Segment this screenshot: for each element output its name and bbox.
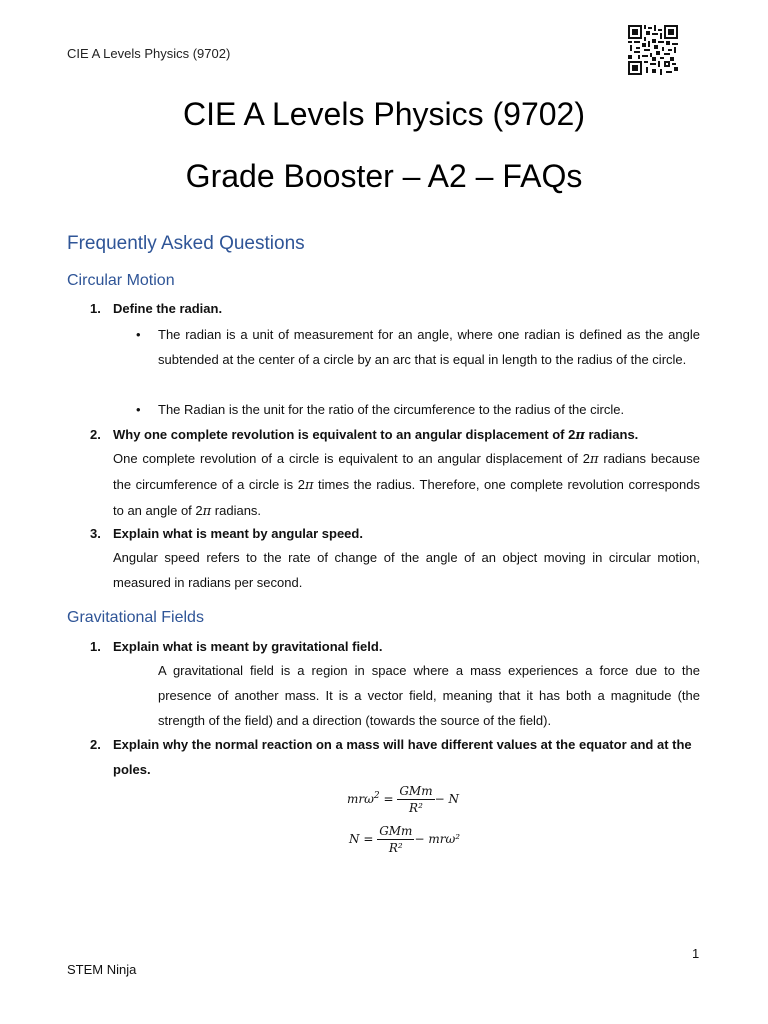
page-number: 1 bbox=[692, 946, 700, 961]
question-item bbox=[90, 732, 702, 782]
question-number: 2. bbox=[90, 737, 101, 752]
question-item bbox=[90, 422, 702, 448]
running-header: CIE A Levels Physics (9702) bbox=[67, 46, 231, 61]
question-number: 2. bbox=[90, 427, 101, 442]
footer-text: STEM Ninja bbox=[67, 962, 137, 977]
question-text: Explain what is meant by angular speed. bbox=[113, 526, 363, 541]
question-number: 3. bbox=[90, 526, 101, 541]
answer-text: Angular speed refers to the rate of change of the angle of an object moving in circular motion, measured in radians per second. bbox=[113, 550, 700, 590]
question-number: 1. bbox=[90, 301, 101, 316]
question-item bbox=[90, 634, 702, 659]
question-item bbox=[90, 521, 702, 546]
answer-text: A gravitational field is a region in space where a mass experiences a force due to the presence of another mass. It is a vector field, meaning that it has both a magnitude (the strength of the field) and a direction (towards the source of the field). bbox=[158, 663, 700, 728]
question-text: Explain what is meant by gravitational field. bbox=[113, 639, 383, 654]
question-text: Define the radian. bbox=[113, 301, 223, 316]
answer-text: One complete revolution of a circle is equivalent to an angular displacement of 2π radians because the circumference of a circle is 2π times the radius. Therefore, one complete revolution corresponds to an angle of 2π radians. bbox=[113, 451, 700, 519]
bullet-icon: • bbox=[136, 327, 141, 342]
qr-code-icon bbox=[628, 25, 678, 75]
section-heading: Frequently Asked Questions bbox=[67, 233, 305, 254]
bullet-text: The Radian is the unit for the ratio of the circumference to the radius of the circle. bbox=[158, 402, 625, 417]
document-subtitle: Grade Booster – A2 – FAQs bbox=[185, 158, 583, 194]
equation-2: N = $\frac{\text{GMm}}{\text{R²}}$ − mrω² bbox=[349, 824, 461, 855]
question-number: 1. bbox=[90, 639, 101, 654]
subsection-heading-gravitational-fields: Gravitational Fields bbox=[67, 609, 204, 626]
bullet-text: The radian is a unit of measurement for an angle, where one radian is defined as the angle subtended at the center of a circle by an arc that is equal in length to the radius of the circle. bbox=[158, 327, 700, 367]
equation-1: mrω$^2$ = $\frac{\text{GMm}}{\text{R²}}$ − N bbox=[347, 784, 459, 815]
subsection-heading-circular-motion: Circular Motion bbox=[67, 272, 175, 289]
question-item bbox=[90, 296, 702, 321]
document-title: CIE A Levels Physics (9702) bbox=[183, 96, 585, 132]
bullet-icon: • bbox=[136, 402, 141, 417]
question-text: Why one complete revolution is equivalent to an angular displacement of 2π radians. bbox=[113, 427, 639, 443]
question-text: Explain why the normal reaction on a mass will have different values at the equator and at the poles. bbox=[113, 737, 692, 777]
